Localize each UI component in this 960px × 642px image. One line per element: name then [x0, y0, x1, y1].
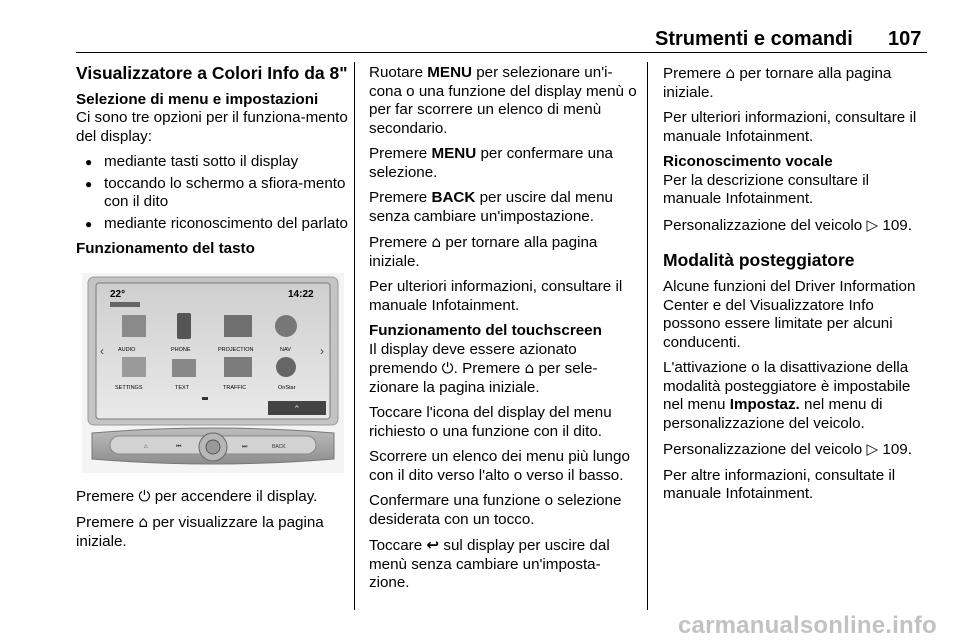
svg-text:⏭: ⏭ — [242, 443, 248, 450]
paragraph-personalization-ref: Personalizzazione del veicolo ▷ 109. — [663, 440, 912, 458]
svg-text:⌃: ⌃ — [293, 403, 301, 414]
column-3 — [663, 64, 931, 511]
paragraph-more-info: Per ulteriori informazioni, consultare il manuale Infotainment. — [663, 109, 917, 145]
paragraph-personalization-ref: Personalizzazione del veicolo ▷ 109. — [663, 215, 912, 234]
list-item: ● toccando lo schermo a sfiora-mento con il dito — [76, 175, 348, 212]
paragraph-confirm: Confermare una funzione o selezione desiderata con un tocco. — [369, 492, 622, 528]
subheading-button-operation: Funzionamento del tasto — [76, 240, 255, 257]
column-1 — [76, 64, 348, 558]
paragraph-touch-activate: Il display deve essere azionato premendo ⏻. Premere ⌂ per sele-zionare la pagina iniziale. — [369, 340, 598, 396]
page-header-title: Strumenti e comandi — [655, 28, 853, 50]
paragraph-scroll: Scorrere un elenco dei menu più lungo con il dito verso l'alto o verso il basso. — [369, 448, 630, 484]
paragraph-power: Premere ⏻ per accendere il display. — [76, 486, 318, 505]
back-label: BACK — [272, 443, 286, 450]
options-list — [76, 153, 348, 233]
svg-text:TRAFFIC: TRAFFIC — [223, 384, 247, 391]
home-icon: ⌂ — [431, 233, 442, 251]
paragraph-more-info: Per altre informazioni, consultate il manuale Infotainment. — [663, 466, 896, 502]
power-icon: ⏻ — [441, 359, 454, 377]
paragraph-back-touch: Toccare ↩ sul display per uscire dal menù senza cambiare un'imposta-zione. — [369, 536, 610, 591]
svg-text:⌂: ⌂ — [144, 443, 148, 450]
svg-text:⏮: ⏮ — [176, 443, 182, 450]
svg-text:AUDIO: AUDIO — [118, 346, 136, 353]
screen-time: 14:22 — [288, 288, 314, 300]
subheading-touchscreen: Funzionamento del touchscreen — [369, 322, 602, 339]
column-divider-2 — [647, 62, 648, 610]
section-heading-display: Visualizzatore a Colori Info da 8" — [76, 63, 348, 83]
svg-text:OnStar: OnStar — [278, 384, 296, 391]
app-icon-onstar — [276, 357, 296, 391]
back-arrow-icon: ↩ — [426, 536, 440, 554]
svg-text:‹: ‹ — [100, 343, 104, 358]
home-icon: ⌂ — [725, 64, 736, 82]
paragraph-home-page: Premere ⌂ per tornare alla pagina iniziale. — [663, 64, 892, 101]
svg-text:PROJECTION: PROJECTION — [218, 346, 254, 353]
paragraph-valet-toggle: L'attivazione o la disattivazione della modalità posteggiatore è impostabile nel menu Impostaz. nel menu di personalizzazione del veicolo. — [663, 359, 911, 432]
column-divider-1 — [354, 62, 355, 610]
paragraph-home: Premere ⌂ per visualizzare la pagina iniziale. — [76, 513, 324, 550]
paragraph-rotate-menu: Ruotare MENU per selezionare un'i-cona o una funzione del display menù o per far scorrere un elenco di menù secondario. — [369, 64, 637, 137]
svg-text:PHONE: PHONE — [171, 346, 191, 353]
svg-text:SETTINGS: SETTINGS — [115, 384, 143, 391]
paragraph-valet-limits: Alcune funzioni del Driver Information Center e del Visualizzatore Info possono essere limitate per alcuni conducenti. — [663, 278, 916, 351]
paragraph-touch-icon: Toccare l'icona del display del menu richiesto o una funzione con il dito. — [369, 404, 612, 440]
watermark: carmanualsonline.info — [678, 612, 937, 639]
header-rule — [76, 52, 927, 53]
infotainment-unit-illustration — [82, 273, 344, 473]
paragraph-press-menu: Premere MENU per confermare una selezione. — [369, 145, 613, 181]
list-item: ● mediante riconoscimento del parlato — [76, 215, 348, 234]
svg-text:TEXT: TEXT — [175, 384, 190, 391]
screen-temperature: 22° — [110, 288, 126, 300]
page-reference-icon: ▷ — [866, 440, 879, 458]
page-number: 107 — [888, 28, 922, 50]
column-2 — [369, 64, 637, 600]
power-icon: ⏻ — [138, 486, 151, 505]
paragraph-voice-description: Per la descrizione consultare il manuale Infotainment. — [663, 171, 869, 207]
section-heading-valet: Modalità posteggiatore — [663, 250, 855, 270]
page-reference-icon: ▷ — [866, 215, 879, 234]
infotainment-photo — [82, 273, 344, 473]
svg-text:NAV: NAV — [280, 346, 291, 353]
home-icon: ⌂ — [138, 513, 149, 531]
home-icon: ⌂ — [524, 359, 535, 377]
paragraph-home-page: Premere ⌂ per tornare alla pagina iniziale. — [369, 233, 598, 270]
intro-paragraph: Ci sono tre opzioni per il funziona-mento del display: — [76, 109, 348, 145]
subheading-voice-recognition: Riconoscimento vocale — [663, 153, 833, 170]
paragraph-press-back: Premere BACK per uscire dal menu senza cambiare un'impostazione. — [369, 189, 613, 225]
list-item: ● mediante tasti sotto il display — [76, 153, 348, 172]
subheading-menu-selection: Selezione di menu e impostazioni — [76, 90, 319, 108]
paragraph-more-info: Per ulteriori informazioni, consultare il manuale Infotainment. — [369, 278, 623, 314]
svg-text:›: › — [320, 343, 324, 358]
